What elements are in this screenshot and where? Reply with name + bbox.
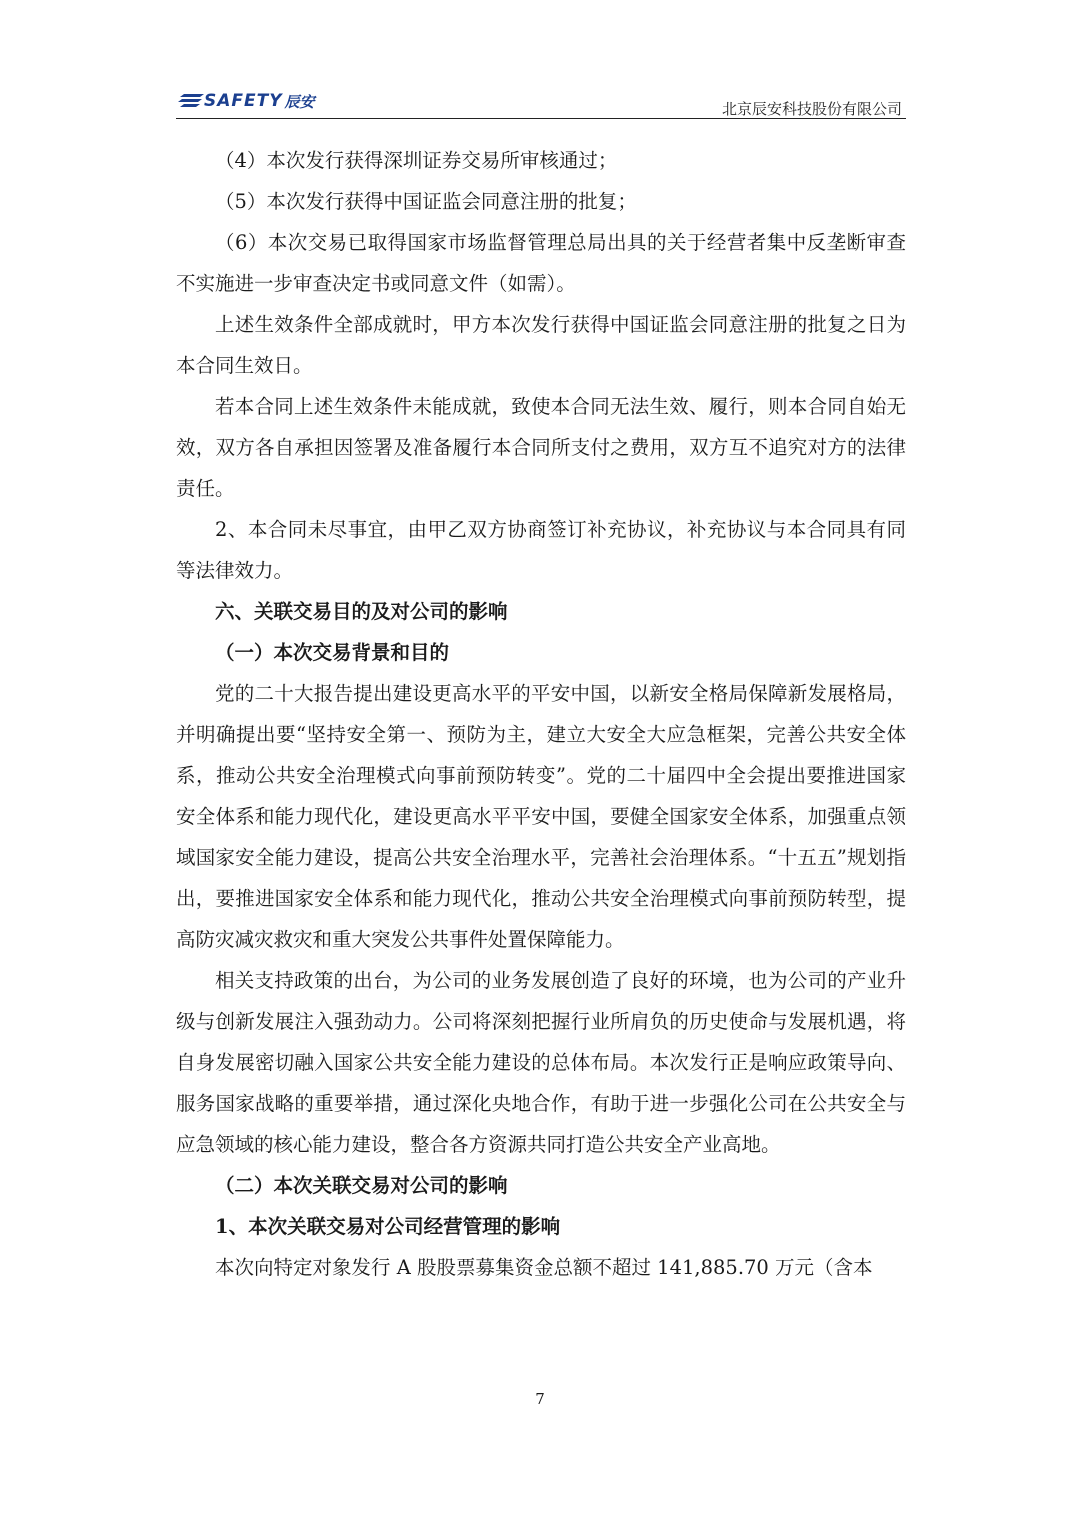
paragraph-funding: 本次向特定对象发行 A 股股票募集资金总额不超过 141,885.70 万元（含本 (215, 1256, 873, 1279)
page-header (176, 88, 906, 119)
document-body (176, 140, 906, 1288)
company-logo (178, 90, 315, 112)
company-name: 北京辰安科技股份有限公司 (721, 100, 902, 118)
subsection-heading-2-1: 1、本次关联交易对公司经营管理的影响 (215, 1215, 561, 1238)
paragraph-item-6: （6）本次交易已取得国家市场监督管理总局出具的关于经营者集中反垄断审查不实施进一步审查决定书或同意文件（如需）。 (176, 231, 906, 295)
logo-stripes-icon (178, 94, 204, 108)
subsection-heading-2: （二）本次关联交易对公司的影响 (215, 1174, 508, 1197)
logo-text: SAFETY (204, 91, 283, 111)
subsection-heading-1: （一）本次交易背景和目的 (215, 641, 450, 664)
paragraph-supplement: 2、本合同未尽事宜，由甲乙双方协商签订补充协议，补充协议与本合同具有同等法律效力。 (176, 518, 906, 582)
paragraph-item-5: （5）本次发行获得中国证监会同意注册的批复； (215, 190, 637, 213)
page-number: 7 (535, 1390, 545, 1408)
paragraph-effective-date: 上述生效条件全部成就时，甲方本次发行获得中国证监会同意注册的批复之日为本合同生效日。 (176, 313, 906, 377)
paragraph-background: 党的二十大报告提出建设更高水平的平安中国，以新安全格局保障新发展格局，并明确提出要“坚持安全第一、预防为主，建立大安全大应急框架，完善公共安全体系，推动公共安全治理模式向事前预防转变”。党的二十届四中全会提出要推进国家安全体系和能力现代化，建设更高水平平安中国，要健全国家安全体系，加强重点领域国家安全能力建设，提高公共安全治理水平，完善社会治理体系。“十五五”规划指出，要推进国家安全体系和能力现代化，推动公共安全治理模式向事前预防转型，提高防灾减灾救灾和重大突发公共事件处置保障能力。 (176, 682, 906, 951)
paragraph-void-clause: 若本合同上述生效条件未能成就，致使本合同无法生效、履行，则本合同自始无效，双方各自承担因签署及准备履行本合同所支付之费用，双方互不追究对方的法律责任。 (176, 395, 906, 500)
logo-cn-text: 辰安 (284, 92, 315, 111)
section-heading: 六、关联交易目的及对公司的影响 (215, 600, 508, 623)
paragraph-policy: 相关支持政策的出台，为公司的业务发展创造了良好的环境，也为公司的产业升级与创新发展注入强劲动力。公司将深刻把握行业所肩负的历史使命与发展机遇，将自身发展密切融入国家公共安全能力建设的总体布局。本次发行正是响应政策导向、服务国家战略的重要举措，通过深化央地合作，有助于进一步强化公司在公共安全与应急领域的核心能力建设，整合各方资源共同打造公共安全产业高地。 (176, 969, 906, 1156)
paragraph-item-4: （4）本次发行获得深圳证券交易所审核通过； (215, 149, 618, 172)
